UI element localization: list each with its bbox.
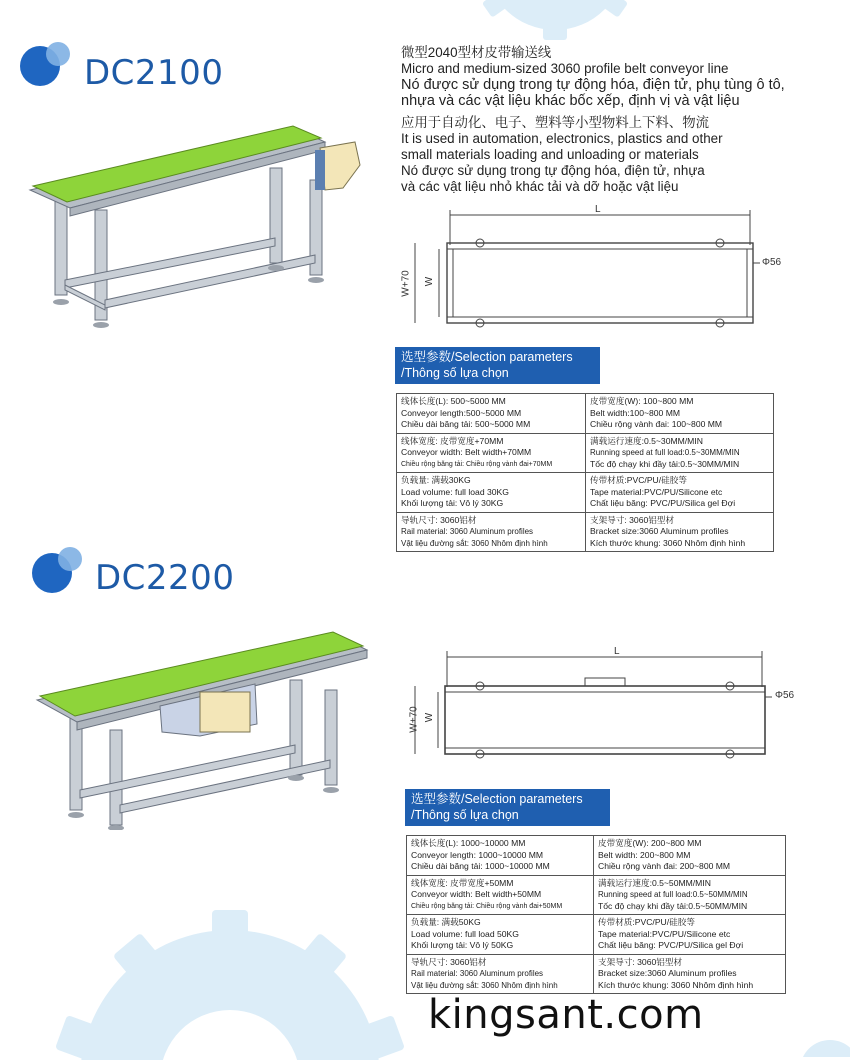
param-cell (586, 394, 774, 434)
param-text: Vật liệu đường sắt: 3060 Nhôm định hình (411, 980, 558, 990)
model-title: DC2200 (95, 558, 235, 598)
param-cell (594, 836, 786, 876)
param-text: 满载运行速度:0.5~30MM/MIN (590, 435, 703, 446)
param-text: 负载量: 满载30KG (401, 475, 471, 485)
param-cell (397, 512, 586, 552)
dimension-width: W (424, 276, 436, 287)
param-text: Tốc độ chạy khi đầy tải:0.5~50MM/MIN (598, 900, 748, 911)
dimension-roller: Φ56 (775, 690, 795, 701)
param-cell (407, 836, 594, 876)
param-text: Bracket size:3060 Aluminum profiles (590, 526, 729, 536)
table-row (397, 394, 774, 434)
parameters-table (406, 835, 786, 994)
selection-parameters-header (395, 347, 600, 384)
param-text: 满载运行速度:0.5~50MM/MIN (598, 877, 711, 888)
product-description (401, 45, 785, 195)
param-text: Chất liệu băng: PVC/PU/Silica gel Đợi (598, 940, 744, 950)
param-text: Chất liệu băng: PVC/PU/Silica gel Đợi (590, 498, 736, 508)
param-text: Conveyor width: Belt width+70MM (401, 447, 532, 457)
param-text: Tape material:PVC/PU/Silicone etc (598, 928, 731, 939)
brand-dots-icon (30, 545, 85, 595)
param-cell (407, 954, 594, 994)
param-text: Kích thước khung: 3060 Nhôm định hình (598, 979, 754, 990)
dimension-roller: Φ56 (762, 257, 782, 268)
param-cell (397, 394, 586, 434)
param-text: Khối lượng tải: Vô lý 30KG (401, 498, 504, 508)
param-text: 传带材质:PVC/PU/硅胶等 (590, 475, 687, 485)
param-cell (594, 875, 786, 915)
param-text: Vật liệu đường sắt: 3060 Nhôm định hình (401, 538, 548, 548)
param-text: 支架导寸: 3060铝型材 (590, 514, 675, 525)
header-line: /Thông số lựa chọn (401, 366, 509, 380)
param-text: Chiều rộng vành đai: 200~800 MM (598, 861, 731, 871)
param-text: Conveyor length:500~5000 MM (401, 407, 522, 418)
param-text: Running speed at full load:0.5~30MM/MIN (590, 448, 740, 457)
selection-parameters-header (405, 789, 610, 826)
param-text: Bracket size:3060 Aluminum profiles (598, 968, 737, 978)
table-row (397, 433, 774, 473)
param-text: Chiều rộng vành đai: 100~800 MM (590, 419, 723, 429)
desc-line: 应用于自动化、电子、塑料等小型物料上下料、物流 (401, 115, 709, 130)
dimension-length: L (595, 204, 601, 215)
param-text: Tốc độ chạy khi đầy tải:0.5~30MM/MIN (590, 458, 740, 469)
watermark: kingsant.com (428, 992, 704, 1038)
param-text: Tape material:PVC/PU/Silicone etc (590, 486, 723, 497)
param-text: Belt width: 200~800 MM (598, 849, 691, 860)
table-row (407, 915, 786, 955)
desc-line: 微型2040型材皮带输送线 (401, 45, 552, 60)
param-cell (407, 875, 594, 915)
param-text: Chiều dài băng tải: 1000~10000 MM (411, 861, 550, 871)
param-text: 线体宽度: 皮带宽度+70MM (401, 435, 504, 446)
param-cell (586, 512, 774, 552)
header-line: 选型参数/Selection parameters (411, 792, 583, 806)
param-text: 传带材质:PVC/PU/硅胶等 (598, 917, 695, 927)
dimension-length: L (614, 646, 620, 657)
param-cell (397, 433, 586, 473)
param-text: Belt width:100~800 MM (590, 407, 681, 418)
param-cell (594, 915, 786, 955)
dimension-width-outer: W+70 (400, 270, 412, 297)
param-text: Running speed at full load:0.5~50MM/MIN (598, 890, 748, 899)
param-text: 负载量: 满载50KG (411, 917, 481, 927)
gear-decoration-top (455, 0, 655, 40)
brand-dots-icon (18, 40, 73, 90)
param-text: Load volume: full load 50KG (411, 928, 519, 939)
param-text: 皮带宽度(W): 100~800 MM (590, 396, 694, 406)
param-text: Chiều rộng băng tải: Chiều rộng vành đai+70MM (401, 460, 553, 468)
table-row (407, 875, 786, 915)
param-text: Khối lượng tải: Vô lý 50KG (411, 940, 514, 950)
desc-line: It is used in automation, electronics, plastics and other (401, 131, 723, 146)
param-text: Chiều dài băng tải: 500~5000 MM (401, 419, 531, 429)
param-text: 导轨尺寸: 3060铝材 (411, 956, 487, 967)
table-row (407, 836, 786, 876)
param-text: 线体长度(L): 500~5000 MM (401, 396, 506, 406)
dimension-width: W (424, 712, 436, 723)
desc-line: và các vật liệu nhỏ khác tải và dỡ hoặc vật liệu (401, 179, 679, 194)
technical-drawing (395, 205, 795, 335)
param-text: 导轨尺寸: 3060铝材 (401, 514, 477, 525)
param-text: 线体长度(L): 1000~10000 MM (411, 838, 526, 848)
param-text: Rail material: 3060 Aluminum profiles (411, 969, 544, 978)
param-text: Rail material: 3060 Aluminum profiles (401, 527, 534, 536)
param-text: 支架导寸: 3060铝型材 (598, 956, 683, 967)
conveyor-illustration (35, 630, 375, 830)
param-text: Kích thước khung: 3060 Nhôm định hình (590, 537, 746, 548)
header-line: /Thông số lựa chọn (411, 808, 519, 822)
table-row (397, 512, 774, 552)
table-row (407, 954, 786, 994)
technical-drawing (400, 645, 800, 775)
param-cell (407, 915, 594, 955)
desc-line: Micro and medium-sized 3060 profile belt conveyor line (401, 61, 729, 76)
conveyor-illustration (25, 120, 370, 335)
gear-decoration-bottom (20, 870, 440, 1060)
param-text: Conveyor width: Belt width+50MM (411, 889, 542, 899)
parameters-table (396, 393, 774, 552)
model-title: DC2100 (84, 53, 224, 93)
param-cell (594, 954, 786, 994)
param-text: Load volume: full load 30KG (401, 486, 509, 497)
desc-line: Nó được sử dụng trong tự động hóa, điện tử, phụ tùng ô tô, (401, 77, 785, 93)
param-cell (586, 433, 774, 473)
param-text: 皮带宽度(W): 200~800 MM (598, 838, 702, 848)
param-text: Chiều rộng băng tải: Chiều rộng vành đai+50MM (411, 902, 563, 910)
dimension-width-outer: W+70 (408, 706, 420, 733)
desc-line: Nó được sử dụng trong tự động hóa, điện tử, nhựa (401, 163, 705, 178)
header-line: 选型参数/Selection parameters (401, 350, 573, 364)
table-row (397, 473, 774, 513)
param-cell (586, 473, 774, 513)
param-text: 线体宽度: 皮带宽度+50MM (411, 877, 514, 888)
param-text: Conveyor length: 1000~10000 MM (411, 849, 544, 860)
param-cell (397, 473, 586, 513)
desc-line: small materials loading and unloading or materials (401, 147, 699, 162)
gear-decoration-right (760, 1030, 850, 1057)
desc-line: nhựa và các vật liệu khác bốc xếp, định vị và vật liệu (401, 93, 740, 109)
